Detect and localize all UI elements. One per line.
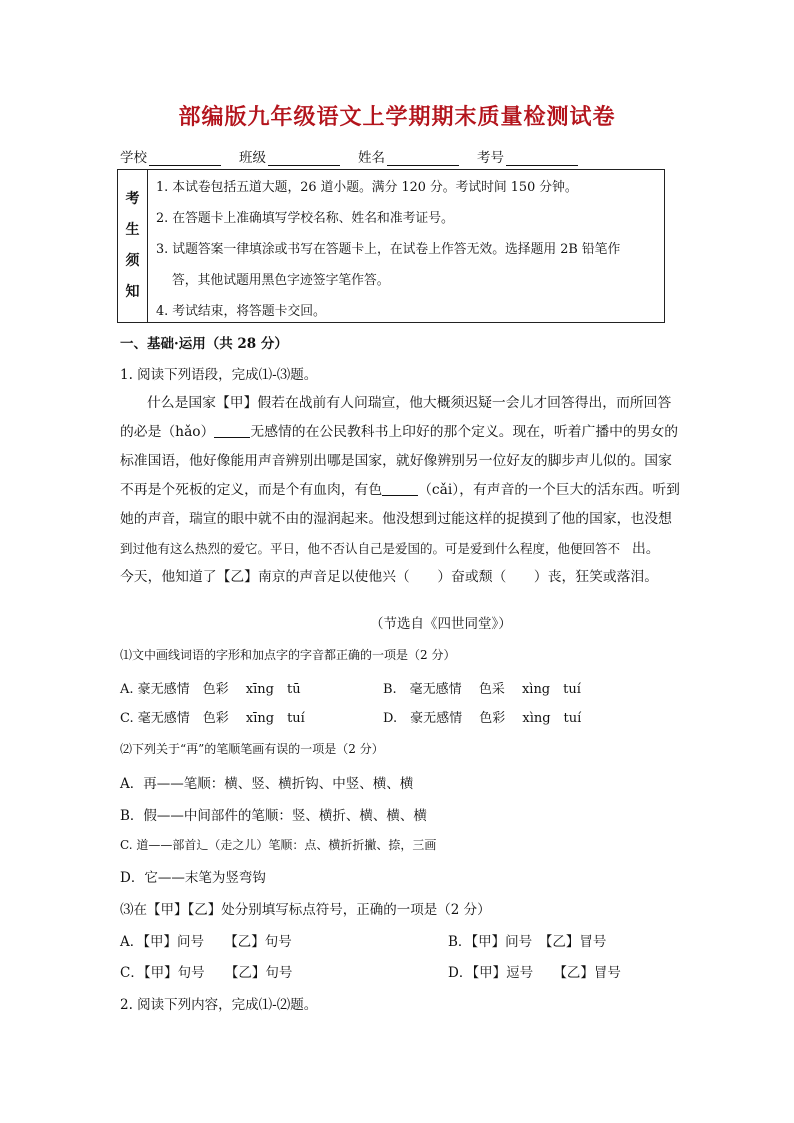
school-field	[120, 146, 221, 166]
option-d: D．它——末笔为竖弯钩	[120, 870, 266, 886]
name-field	[358, 146, 459, 166]
notice-side-char: 生	[125, 222, 140, 238]
class-blank	[268, 151, 340, 166]
passage-text: （cǎi），有声音的一个巨大的活东西。听到	[418, 482, 680, 498]
class-label: 班级	[239, 150, 266, 166]
question-1-intro: 1. 阅读下列语段，完成⑴-⑶题。	[120, 367, 318, 383]
name-blank	[387, 151, 459, 166]
option-a: A．再——笔顺：横、竖、横折钩、中竖、横、横	[120, 776, 414, 792]
fill-blank	[382, 481, 418, 496]
notice-body	[148, 170, 620, 322]
option-d: D. 豪无感情 色彩 xìng tuí	[383, 711, 582, 726]
notice-item: 1. 本试卷包括五道大题，26 道小题。满分 120 分。考试时间 150 分钟。	[156, 180, 578, 195]
option-a: A. 豪无感情 色彩 xīng tū	[120, 682, 301, 697]
name-label: 姓名	[358, 150, 385, 166]
candidate-notice-box	[117, 169, 665, 323]
notice-item: 3. 试题答案一律填涂或书写在答题卡上，在试卷上作答无效。选择题用 2B 铅笔作	[156, 242, 621, 257]
notice-item: 4. 考试结束，将答题卡交回。	[156, 304, 326, 319]
question-stem: ⑵下列关于“再”的笔顺笔画有误的一项是（2 分）	[120, 742, 384, 756]
passage-line	[120, 534, 680, 563]
passage-text: 不再是个死板的定义，而是个有血肉，有色	[120, 482, 383, 498]
notice-side-char: 考	[125, 191, 140, 207]
passage-line: 她的声音，瑞宣的眼中就不由的湿润起来。他没想到过能这样的捉摸到了他的国家，也没想	[120, 511, 672, 527]
school-blank	[149, 151, 221, 166]
notice-item-continued: 答，其他试题用黑色字迹签字笔作答。	[172, 273, 390, 288]
school-label: 学校	[120, 150, 147, 166]
page-title: 部编版九年级语文上学期期末质量检测试卷	[178, 104, 616, 130]
option-b: B．假——中间部件的笔顺：竖、横折、横、横、横	[120, 808, 427, 824]
passage-text: 无感情的在公民教科书上印好的那个定义。现在，听着广播中的男女的	[250, 424, 679, 440]
option-c: C. 毫无感情 色彩 xīng tuí	[120, 711, 305, 726]
option-c: C. 道——部首辶（走之儿）笔顺：点、横折折撇、捺，三画	[120, 838, 437, 852]
question-2-intro: 2. 阅读下列内容，完成⑴-⑵题。	[120, 997, 318, 1013]
option-c: C．【甲】句号 【乙】句号	[120, 965, 293, 981]
notice-side-label	[118, 170, 148, 322]
passage-line: 标准国语，他好像能用声音辨别出哪是国家，就好像辨别另一位好友的脚步声儿似的。国家	[120, 453, 672, 469]
option-b: B．【甲】问号 【乙】冒号	[448, 934, 607, 950]
passage-line: 今天，他知道了【乙】南京的声音足以使他兴（ ）奋或颓（ ）丧，狂笑或落泪。	[120, 569, 659, 585]
question-stem: ⑶在【甲】【乙】处分别填写标点符号，正确的一项是（2 分）	[120, 902, 491, 918]
passage-line	[120, 418, 680, 447]
question-stem: ⑴文中画线词语的字形和加点字的字音都正确的一项是（2 分）	[120, 648, 456, 662]
reading-passage	[120, 389, 680, 592]
student-info-row	[120, 146, 680, 166]
notice-item: 2. 在答题卡上准确填写学校名称、姓名和准考证号。	[156, 211, 454, 226]
passage-text: 的必是（hǎo）	[120, 424, 215, 440]
section-heading: 一、基础·运用（共 28 分）	[120, 336, 288, 352]
passage-text: 到过他有这么热烈的爱它。平日，他不否认自己是爱国的。可是爱到什么程度，他便回答不	[120, 541, 621, 556]
exam-number-blank	[506, 151, 578, 166]
notice-side-char: 知	[125, 284, 140, 300]
notice-side-char: 须	[125, 253, 140, 269]
option-b: B. 毫无感情 色采 xìng tuí	[383, 682, 581, 697]
exam-number-field	[477, 146, 578, 166]
passage-line: 什么是国家【甲】假若在战前有人问瑞宣，他大概须迟疑一会儿才回答得出，而所回答	[147, 395, 672, 411]
class-field	[239, 146, 340, 166]
option-a: A．【甲】问号 【乙】句号	[120, 934, 292, 950]
passage-line	[120, 476, 680, 505]
option-d: D．【甲】逗号 【乙】冒号	[448, 965, 621, 981]
fill-blank	[214, 423, 250, 438]
passage-source: （节选自《四世同堂》）	[370, 616, 512, 632]
passage-text: 出。	[632, 541, 660, 557]
exam-number-label: 考号	[477, 150, 504, 166]
